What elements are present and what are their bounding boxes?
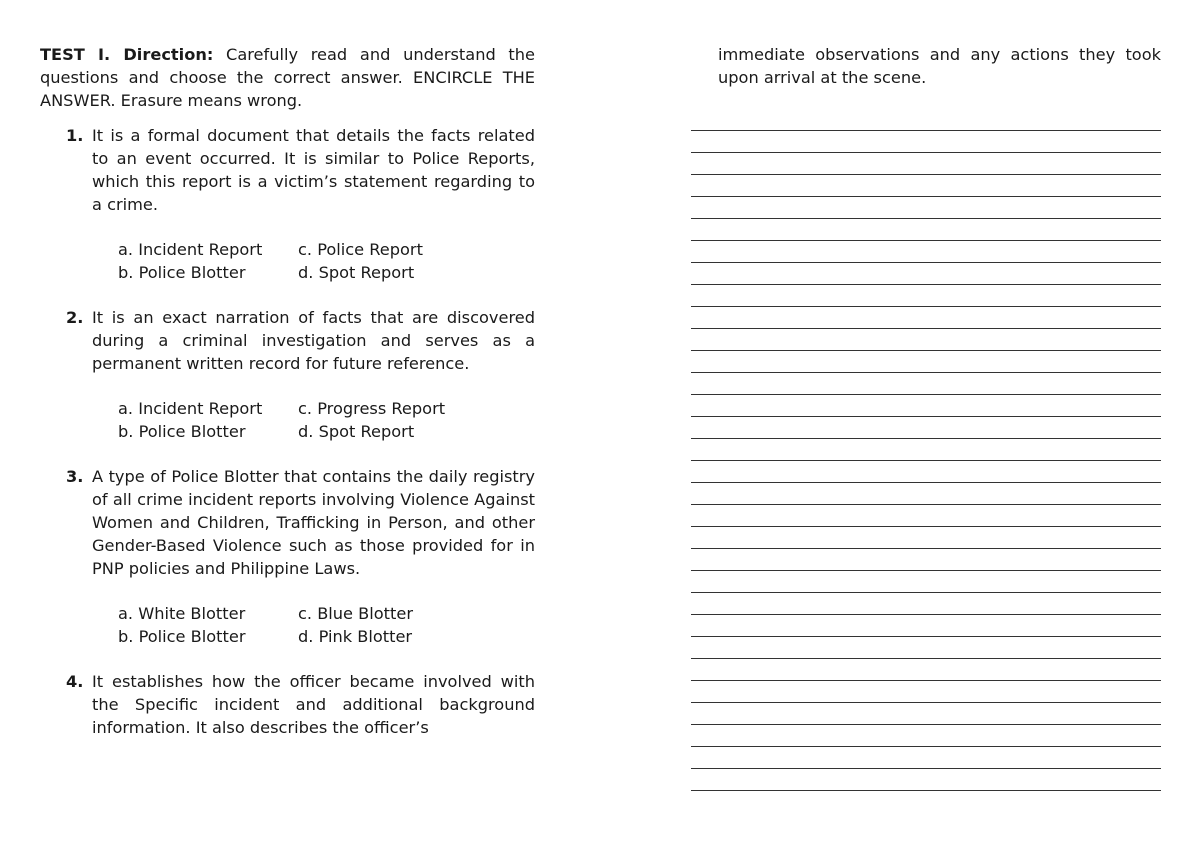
choices-2 <box>118 397 535 443</box>
answer-line[interactable] <box>691 637 1161 659</box>
answer-line[interactable] <box>691 549 1161 571</box>
choice-b[interactable]: b. Police Blotter <box>118 263 246 282</box>
answer-line[interactable] <box>691 131 1161 153</box>
answer-line[interactable] <box>691 483 1161 505</box>
direction-label: TEST I. Direction: <box>40 45 214 64</box>
choice-b[interactable]: b. Police Blotter <box>118 422 246 441</box>
answer-line[interactable] <box>691 219 1161 241</box>
question-2 <box>40 306 535 375</box>
answer-line[interactable] <box>691 109 1161 131</box>
answer-line[interactable] <box>691 527 1161 549</box>
answer-line[interactable] <box>691 329 1161 351</box>
question-4 <box>40 670 535 739</box>
question-number: 4. <box>66 672 84 691</box>
choice-a[interactable]: a. Incident Report <box>118 240 263 259</box>
left-column <box>40 43 535 739</box>
answer-line[interactable] <box>691 351 1161 373</box>
answer-line[interactable] <box>691 197 1161 219</box>
answer-line[interactable] <box>691 769 1161 791</box>
choice-c[interactable]: c. Progress Report <box>298 399 446 418</box>
answer-line[interactable] <box>691 439 1161 461</box>
answer-line[interactable] <box>691 725 1161 747</box>
choice-c[interactable]: c. Police Report <box>298 240 423 259</box>
question-4-continued: immediate observations and any actions they took upon arrival at the scene. <box>718 45 1161 87</box>
choice-a[interactable]: a. White Blotter <box>118 604 246 623</box>
answer-line[interactable] <box>691 417 1161 439</box>
question-text: It is an exact narration of facts that are discovered during a criminal investigation and serves as a permanent written record for future reference. <box>92 308 535 373</box>
question-number: 2. <box>66 308 84 327</box>
answer-line[interactable] <box>691 703 1161 725</box>
choice-c[interactable]: c. Blue Blotter <box>298 604 413 623</box>
answer-line[interactable] <box>691 659 1161 681</box>
answer-line[interactable] <box>691 285 1161 307</box>
question-text: It is a formal document that details the facts related to an event occurred. It is similar to Police Reports, which this report is a victim’s statement regarding to a crime. <box>92 126 535 214</box>
answer-line[interactable] <box>691 373 1161 395</box>
choice-a[interactable]: a. Incident Report <box>118 399 263 418</box>
choice-d[interactable]: d. Spot Report <box>298 263 415 282</box>
choices-3 <box>118 602 535 648</box>
answer-lines[interactable] <box>691 109 1161 791</box>
answer-line[interactable] <box>691 571 1161 593</box>
answer-line[interactable] <box>691 681 1161 703</box>
answer-line[interactable] <box>691 263 1161 285</box>
answer-line[interactable] <box>691 461 1161 483</box>
test-direction <box>40 43 535 112</box>
choice-d[interactable]: d. Pink Blotter <box>298 627 413 646</box>
answer-line[interactable] <box>691 241 1161 263</box>
choice-d[interactable]: d. Spot Report <box>298 422 415 441</box>
answer-line[interactable] <box>691 175 1161 197</box>
answer-line[interactable] <box>691 505 1161 527</box>
question-text: It establishes how the officer became involved with the Specific incident and additional background information. It also describes the officer’s <box>92 672 535 737</box>
answer-line[interactable] <box>691 153 1161 175</box>
question-number: 3. <box>66 467 84 486</box>
choice-b[interactable]: b. Police Blotter <box>118 627 246 646</box>
choices-1 <box>118 238 535 284</box>
question-number: 1. <box>66 126 84 145</box>
answer-line[interactable] <box>691 615 1161 637</box>
answer-line[interactable] <box>691 593 1161 615</box>
question-1 <box>40 124 535 216</box>
question-3 <box>40 465 535 580</box>
answer-line[interactable] <box>691 395 1161 417</box>
answer-line[interactable] <box>691 747 1161 769</box>
direction-text: Carefully read and understand the questions and choose the correct answer. ENCIRCLE THE ANSWER. Erasure means wrong. <box>40 45 535 110</box>
right-column <box>691 43 1161 791</box>
answer-line[interactable] <box>691 307 1161 329</box>
question-text: A type of Police Blotter that contains the daily registry of all crime incident reports involving Violence Against Women and Children, Trafficking in Person, and other Gender-Based Violence such as those provided for in PNP policies and Philippine Laws. <box>92 467 535 578</box>
